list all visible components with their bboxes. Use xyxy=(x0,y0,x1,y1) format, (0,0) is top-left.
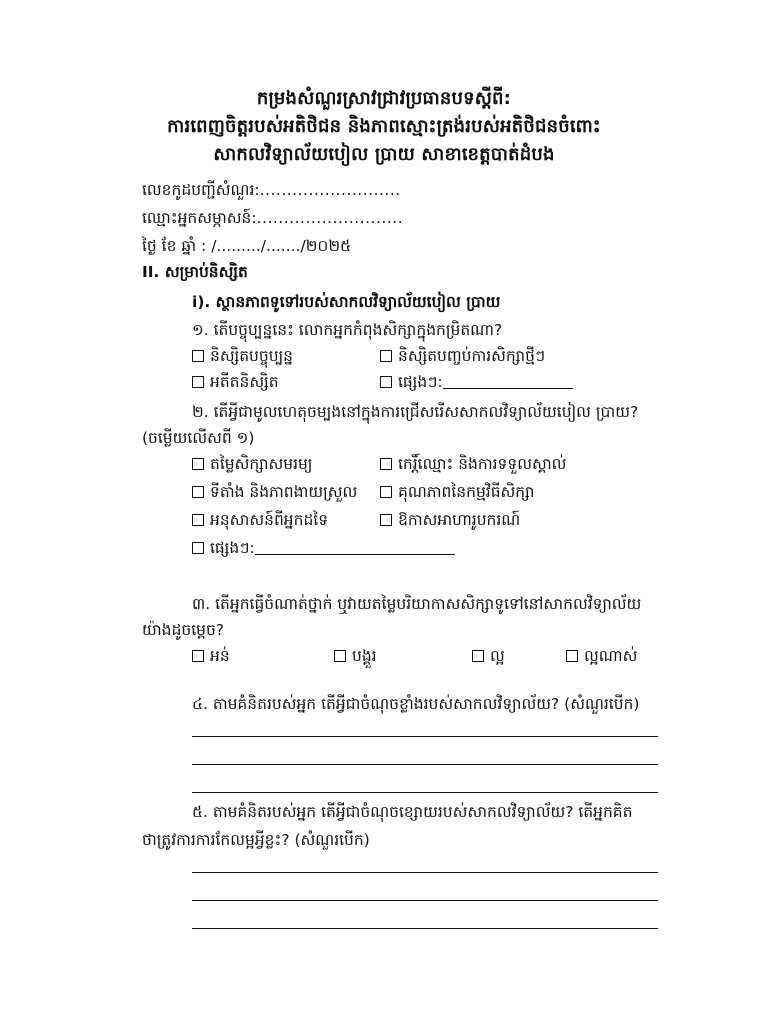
answer-line[interactable] xyxy=(192,928,658,929)
option-label: បង្គួរ xyxy=(352,647,377,665)
question-4-text: ៤. តាមគំនិតរបស់អ្នក តើអ្វីជាចំណុចខ្លាំងរបស់សាកលវិទ្យាល័យ? (សំណួរបើក) xyxy=(192,695,640,713)
q3-option-4[interactable] xyxy=(566,646,637,669)
checkbox-icon[interactable] xyxy=(380,486,392,498)
section-subheading: i). ស្ថានភាពទូទៅរបស់សាកលវិទ្យាល័យបៀល ប្រាយ xyxy=(192,293,501,311)
title-line-1: កម្រងសំណួរស្រាវជ្រាវប្រធានបទស្ដីពី: xyxy=(256,88,512,109)
q2-option-3[interactable] xyxy=(192,482,357,505)
question-5-text-2: ថាត្រូវការការកែលម្អអ្វីខ្លះ? (សំណួរបើក) xyxy=(142,831,370,849)
question-3-text-1: ៣. តើអ្នកធ្វើចំណាត់ថ្នាក់ ឬវាយតម្លៃបរិយាកាសសិក្សាទូទៅនៅសាកលវិទ្យាល័យ xyxy=(192,595,642,613)
checkbox-icon[interactable] xyxy=(192,650,204,662)
option-label: និស្សិតបច្ចុប្បន្ន xyxy=(210,347,294,365)
interviewer-label: ឈ្មោះអ្នកសម្ភាសន៍: xyxy=(142,209,257,227)
checkbox-icon[interactable] xyxy=(380,514,392,526)
option-label: ឱកាសអាហារូបករណ៍ xyxy=(398,511,521,529)
answer-line[interactable] xyxy=(192,900,658,901)
answer-line[interactable] xyxy=(192,736,658,737)
option-label: ល្អ xyxy=(490,647,505,665)
date-field: ថ្ងៃ ខែ ឆ្នាំ : /........./......./២០២៥ xyxy=(142,237,352,255)
checkbox-icon[interactable] xyxy=(192,350,204,362)
title-line-3: សាកលវិទ្យាល័យបៀល ប្រាយ សាខាខេត្តបាត់ដំបង xyxy=(213,144,555,165)
q2-option-1[interactable] xyxy=(192,454,312,477)
question-3-text-2: យ៉ាងដូចម្ដេច? xyxy=(142,621,225,639)
q3-option-3[interactable] xyxy=(472,646,505,669)
checkbox-icon[interactable] xyxy=(192,542,204,554)
answer-line[interactable] xyxy=(192,764,658,765)
checkbox-icon[interactable] xyxy=(472,650,484,662)
checkbox-icon[interactable] xyxy=(192,458,204,470)
checkbox-icon[interactable] xyxy=(334,650,346,662)
checkbox-icon[interactable] xyxy=(192,486,204,498)
option-label: តម្លៃសិក្សាសមរម្យ xyxy=(210,455,313,473)
option-label: ទីតាំង និងភាពងាយស្រួល xyxy=(210,483,358,501)
code-label: លេខកូដបញ្ជីសំណួរ: xyxy=(142,181,260,199)
interviewer-field xyxy=(142,208,403,231)
option-label: អនុសាសន៍ពីអ្នកដទៃ xyxy=(210,511,329,529)
option-label: គុណភាពនៃកម្មវិធីសិក្សា xyxy=(398,483,535,501)
q1-option-2[interactable] xyxy=(380,346,545,369)
option-label: ផ្សេងៗ: xyxy=(210,539,255,557)
q2-option-7[interactable] xyxy=(192,538,455,561)
q3-option-1[interactable] xyxy=(192,646,230,669)
answer-line[interactable] xyxy=(192,792,658,793)
question-5-text-1: ៥. តាមគំនិតរបស់អ្នក តើអ្វីជាចំណុចខ្សោយរបស់សាកលវិទ្យាល័យ? តើអ្នកគិត xyxy=(192,803,633,821)
checkbox-icon[interactable] xyxy=(192,514,204,526)
option-label: អន់ xyxy=(210,647,230,665)
code-dots: .......................... xyxy=(259,181,401,199)
q1-option-1[interactable] xyxy=(192,346,293,369)
option-label: និស្សិតបញ្ចប់ការសិក្សាថ្មីៗ xyxy=(398,347,546,365)
option-label: អតីតនិស្សិត xyxy=(210,373,279,391)
interviewer-dots: ........................... xyxy=(256,209,404,227)
other-blank-line[interactable] xyxy=(255,540,455,555)
checkbox-icon[interactable] xyxy=(192,376,204,388)
q2-option-4[interactable] xyxy=(380,482,534,505)
code-field xyxy=(142,180,401,203)
q1-option-4[interactable] xyxy=(380,372,573,395)
option-label: កេរ្តិ៍ឈ្មោះ និងការទទួលស្គាល់ xyxy=(398,455,567,473)
checkbox-icon[interactable] xyxy=(566,650,578,662)
section-heading: II. សម្រាប់និស្សិត xyxy=(142,263,248,281)
option-label: ល្អណាស់ xyxy=(584,647,638,665)
q3-option-2[interactable] xyxy=(334,646,377,669)
q2-option-5[interactable] xyxy=(192,510,328,533)
other-blank-line[interactable] xyxy=(443,374,573,389)
checkbox-icon[interactable] xyxy=(380,376,392,388)
checkbox-icon[interactable] xyxy=(380,350,392,362)
answer-line[interactable] xyxy=(192,872,658,873)
q1-option-3[interactable] xyxy=(192,372,279,395)
option-label: ផ្សេងៗ: xyxy=(398,373,443,391)
checkbox-icon[interactable] xyxy=(380,458,392,470)
title-line-2: ការពេញចិត្តរបស់អតិថិជន និងភាពស្មោះត្រង់របស់អតិថិជនចំពោះ xyxy=(167,116,601,137)
q2-option-2[interactable] xyxy=(380,454,566,477)
question-1-text: ១. តើបច្ចុប្បន្ននេះ លោកអ្នកកំពុងសិក្សាក្នុងកម្រិតណា? xyxy=(192,321,503,339)
question-2-note: (ចម្លើយលើសពី ១) xyxy=(142,429,255,447)
question-2-text: ២. តើអ្វីជាមូលហេតុចម្បងនៅក្នុងការជ្រើសរើសសាកលវិទ្យាល័យបៀល ប្រាយ? xyxy=(192,403,639,421)
q2-option-6[interactable] xyxy=(380,510,520,533)
